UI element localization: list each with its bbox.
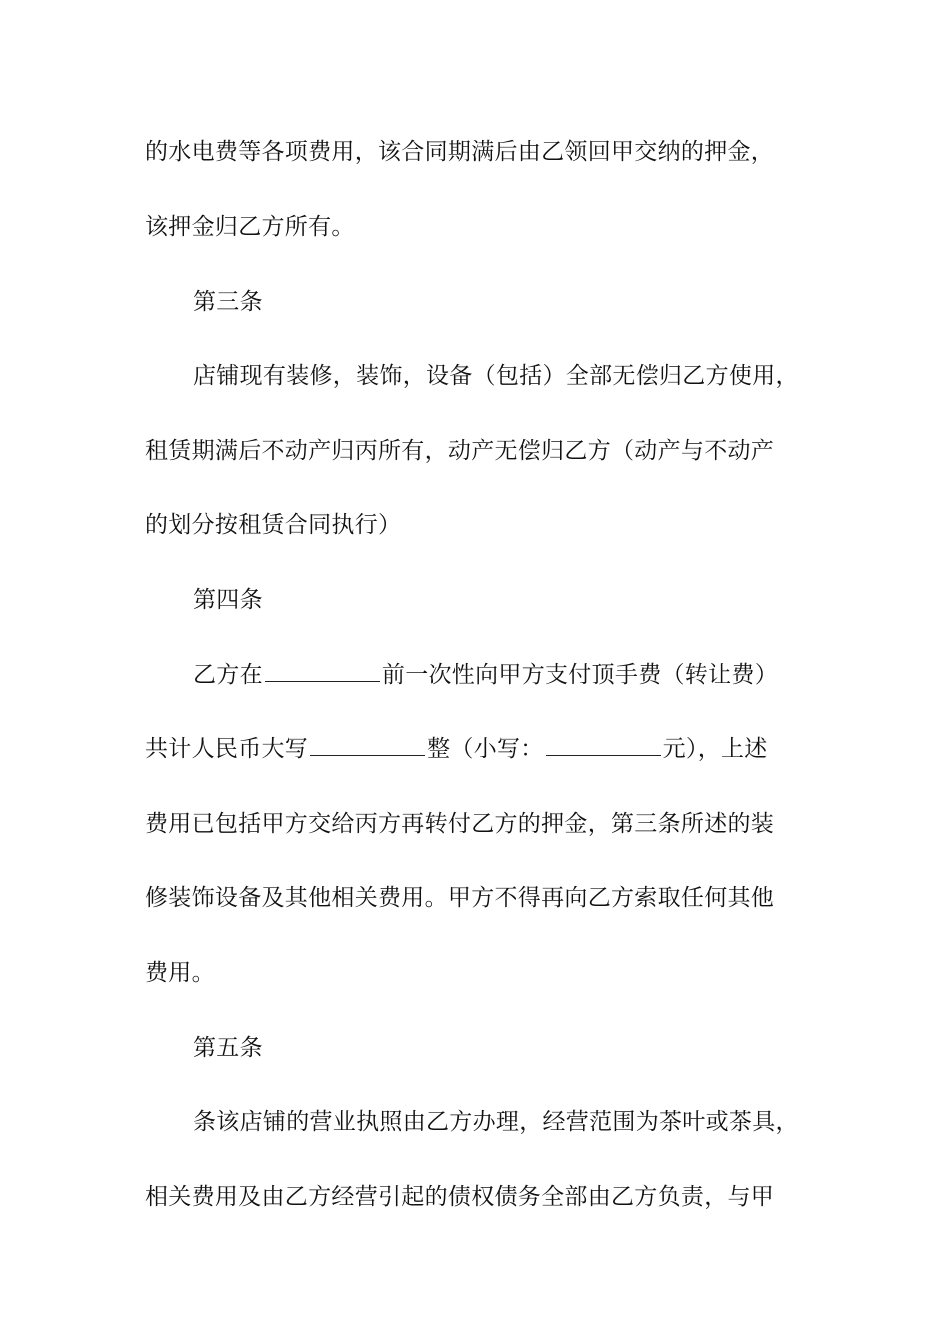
paragraph-line-with-blank xyxy=(193,660,873,690)
paragraph-line: 相关费用及由乙方经营引起的债权债务全部由乙方负责，与甲 xyxy=(145,1184,775,1210)
paragraph-line-with-blanks xyxy=(145,734,825,764)
paragraph-line: 该押金归乙方所有。 xyxy=(145,214,355,240)
line-text: 乙方在 xyxy=(193,662,263,688)
fill-in-blank-date xyxy=(265,663,380,682)
line-text: 前一次性向甲方支付顶手费（转让费） xyxy=(381,662,779,688)
article-heading-3: 第三条 xyxy=(193,289,263,315)
paragraph-line: 条该店铺的营业执照由乙方办理，经营范围为茶叶或茶具， xyxy=(193,1109,799,1135)
paragraph-line: 费用。 xyxy=(145,960,215,986)
line-text: 共计人民币大写 xyxy=(145,736,309,762)
line-text: 整（小写： xyxy=(427,736,544,762)
paragraph-line: 店铺现有装修，装饰，设备（包括）全部无偿归乙方使用， xyxy=(193,363,799,389)
article-heading-5: 第五条 xyxy=(193,1035,263,1061)
paragraph-line: 的划分按租赁合同执行） xyxy=(145,512,402,538)
fill-in-blank-amount-figures xyxy=(546,737,661,756)
line-text: 元），上述 xyxy=(662,736,768,762)
paragraph-line: 费用已包括甲方交给丙方再转付乙方的押金，第三条所述的装 xyxy=(145,811,775,837)
fill-in-blank-amount-words xyxy=(310,737,425,756)
paragraph-line: 的水电费等各项费用，该合同期满后由乙领回甲交纳的押金， xyxy=(145,139,775,165)
paragraph-line: 修装饰设备及其他相关费用。甲方不得再向乙方索取任何其他 xyxy=(145,885,775,911)
article-heading-4: 第四条 xyxy=(193,587,263,613)
paragraph-line: 租赁期满后不动产归丙所有，动产无偿归乙方（动产与不动产 xyxy=(145,438,775,464)
